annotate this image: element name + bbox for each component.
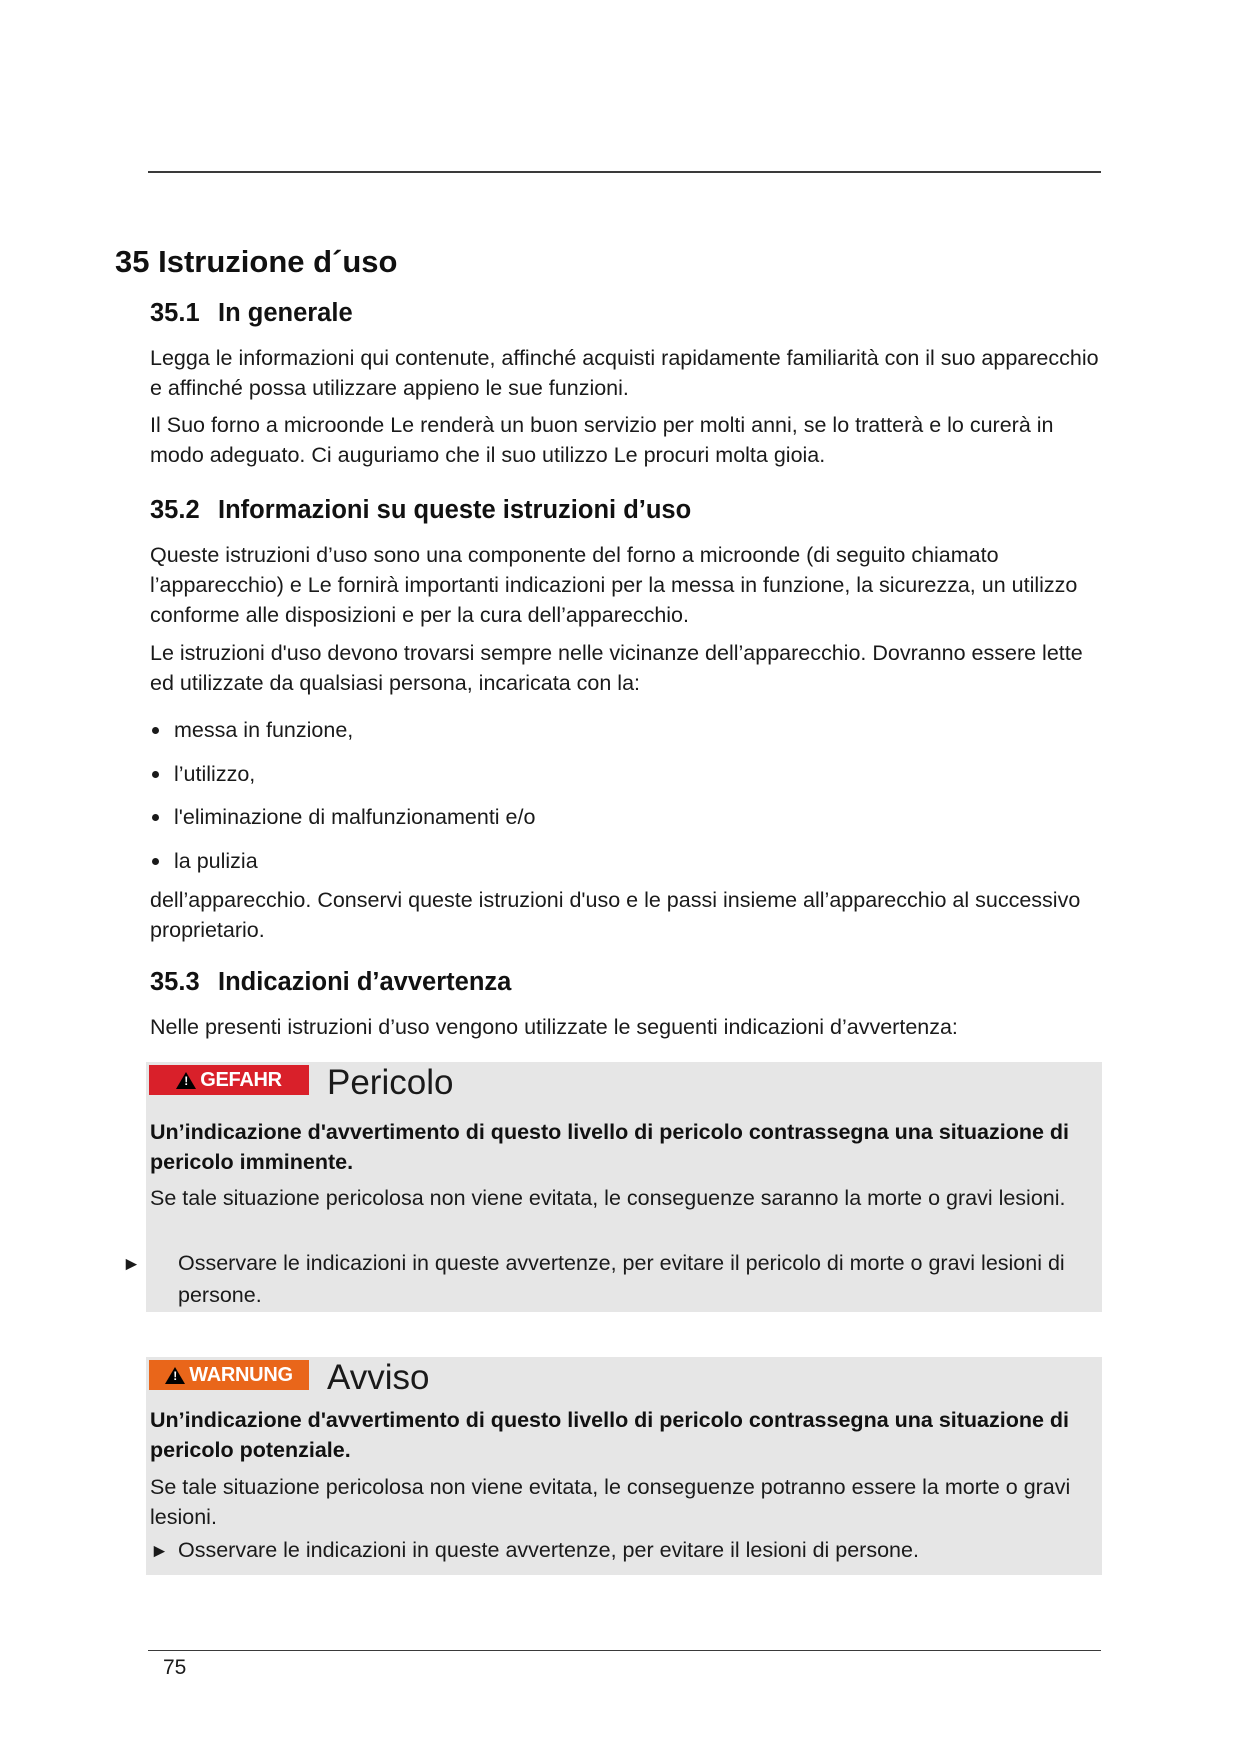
section-title: In generale xyxy=(218,299,353,327)
page-number: 75 xyxy=(163,1656,187,1679)
warnung-badge xyxy=(149,1360,309,1390)
warning-statement: Un’indicazione d'avvertimento di questo livello di pericolo contrassegna una situazione di pericolo imminente. xyxy=(150,1120,1070,1174)
paragraph: Queste istruzioni d’uso sono una componente del forno a microonde (di seguito chiamato l’apparecchio) e Le fornirà importanti indicazioni per la messa in funzione, la sicurezza, un utilizzo conforme alle disposizioni e per la cura dell’apparecchio. xyxy=(150,543,1078,627)
section-heading-35-2 xyxy=(150,494,691,526)
warning-action-text: Osservare le indicazioni in queste avvertenze, per evitare il lesioni di persone. xyxy=(178,1538,919,1562)
bullet-icon xyxy=(152,727,159,734)
warning-consequence: Se tale situazione pericolosa non viene evitata, le conseguenze saranno la morte o gravi lesioni. xyxy=(150,1186,1066,1210)
list-item-text: l’utilizzo, xyxy=(174,761,256,786)
list-item xyxy=(150,759,1100,803)
list-item-text: la pulizia xyxy=(174,848,258,873)
bullet-icon xyxy=(152,771,159,778)
arrow-right-icon: ► xyxy=(122,1254,141,1275)
section-number: 35.3 xyxy=(150,968,200,996)
list-item xyxy=(150,715,1100,759)
paragraph: dell’apparecchio. Conservi queste istruzioni d'uso e le passi insieme all’apparecchio al successivo proprietario. xyxy=(150,888,1081,942)
warning-statement: Un’indicazione d'avvertimento di questo livello di pericolo contrassegna una situazione di pericolo potenziale. xyxy=(150,1408,1070,1462)
warning-action-text: Osservare le indicazioni in queste avvertenze, per evitare il pericolo di morte o gravi lesioni di persone. xyxy=(178,1251,1065,1307)
bullet-icon xyxy=(152,814,159,821)
bullet-list xyxy=(150,715,1100,889)
paragraph: Le istruzioni d'uso devono trovarsi sempre nelle vicinanze dell’apparecchio. Dovranno essere lette ed utilizzate da qualsiasi persona, incaricata con la: xyxy=(150,641,1083,695)
header-rule xyxy=(148,171,1101,173)
section-title: Informazioni su queste istruzioni d’uso xyxy=(218,496,692,524)
warning-action xyxy=(122,1248,1095,1310)
footer-rule xyxy=(148,1650,1101,1651)
warning-title: Avviso xyxy=(327,1358,430,1397)
section-heading-35-3 xyxy=(150,966,511,998)
warning-title: Pericolo xyxy=(327,1063,454,1102)
warning-consequence: Se tale situazione pericolosa non viene evitata, le conseguenze potranno essere la morte o gravi lesioni. xyxy=(150,1475,1071,1529)
section-number: 35.1 xyxy=(150,299,200,327)
list-item xyxy=(150,802,1100,846)
paragraph: Il Suo forno a microonde Le renderà un buon servizio per molti anni, se lo tratterà e lo curerà in modo adeguato. Ci auguriamo che il suo utilizzo Le procuri molta gioia. xyxy=(150,413,1054,467)
list-item-text: messa in funzione, xyxy=(174,718,354,742)
section-heading-35-1 xyxy=(150,297,353,329)
section-number: 35.2 xyxy=(150,496,200,524)
chapter-title: 35 Istruzione d´uso xyxy=(115,244,398,279)
warning-triangle-icon xyxy=(176,1072,196,1089)
danger-warning-box xyxy=(122,1062,1102,1312)
warning-action xyxy=(150,1535,1095,1567)
badge-label: WARNUNG xyxy=(189,1363,293,1386)
list-item-text: l'eliminazione di malfunzionamenti e/o xyxy=(174,805,536,829)
list-item xyxy=(150,846,1100,890)
arrow-right-icon: ► xyxy=(150,1541,169,1562)
gefahr-badge xyxy=(149,1065,309,1095)
bullet-icon xyxy=(152,858,159,865)
warning-box xyxy=(146,1357,1102,1575)
paragraph: Nelle presenti istruzioni d’uso vengono utilizzate le seguenti indicazioni d’avvertenza: xyxy=(150,1015,958,1039)
badge-label: GEFAHR xyxy=(200,1068,282,1091)
section-title: Indicazioni d’avvertenza xyxy=(218,968,512,996)
paragraph: Legga le informazioni qui contenute, affinché acquisti rapidamente familiarità con il suo apparecchio e affinché possa utilizzare appieno le sue funzioni. xyxy=(150,346,1099,400)
warning-triangle-icon xyxy=(165,1367,185,1384)
